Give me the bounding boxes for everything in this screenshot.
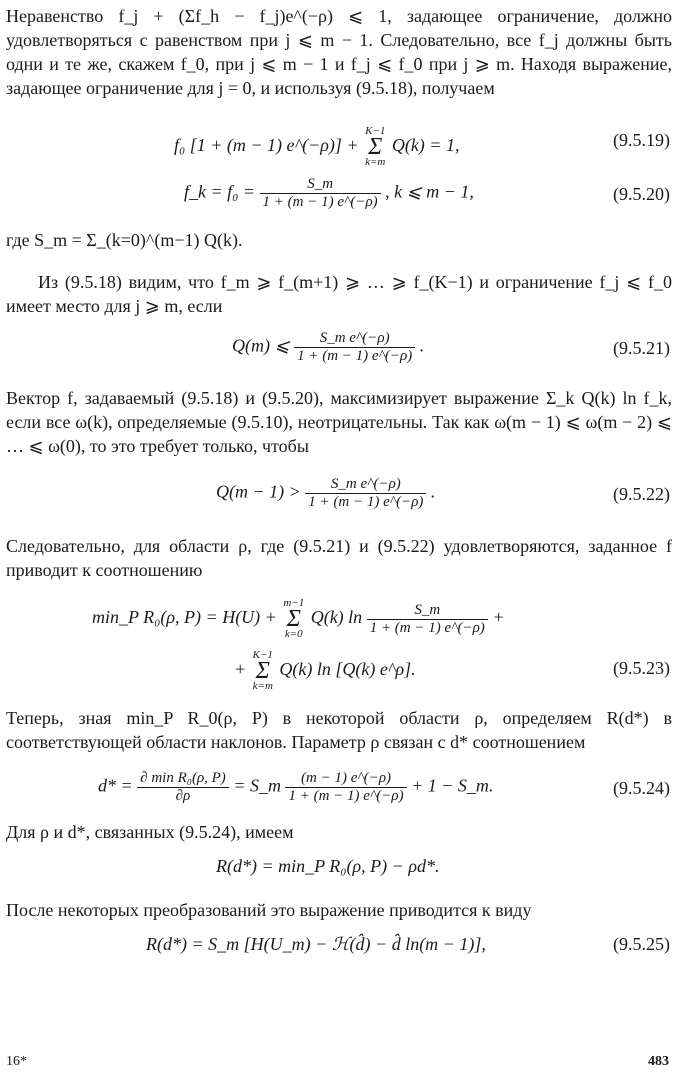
paragraph-8: После некоторых преобразований это выражение приводится к виду: [6, 900, 532, 920]
equation-9-5-23-line-2: + K−1 Σ k=m Q(k) ln [Q(k) e^ρ]. (9.5.23): [234, 649, 670, 692]
eq23-number: (9.5.23): [613, 658, 670, 678]
eq20-number: (9.5.20): [613, 184, 670, 204]
page-number: 483: [648, 1054, 669, 1069]
eq19-rhs: Q(k) = 1,: [391, 135, 460, 156]
paragraph-3: Из (9.5.18) видим, что f_m ⩾ f_(m+1) ⩾ … ⩾ f_(K−1) и ограничение f_j ⩽ f_0 имеет место для j ⩾ m, если: [6, 272, 672, 316]
eq24-number: (9.5.24): [613, 778, 670, 798]
equation-9-5-21: Q(m) ⩽ $\frac{\text{S\_m e\textasciicircum{}(−ρ)}}{1 + (m - 1) e\^{}(-\rho)}$ . (9.5.21): [232, 330, 670, 364]
paragraph-4: Вектор f, задаваемый (9.5.18) и (9.5.20), максимизирует выражение Σ_k Q(k) ln f_k, если все ω(k), определяемые (9.5.10), неотрицательны. Так как ω(m − 1) ⩽ ω(m − 2) ⩽ … ⩽ ω(0), то это требует только, чтобы: [6, 388, 672, 456]
equation-9-5-19: [6, 120, 672, 168]
eq25-number: (9.5.25): [613, 934, 670, 954]
paragraph-7: Для ρ и d*, связанных (9.5.24), имеем: [6, 822, 294, 842]
paragraph-2: где S_m = Σ_(k=0)^(m−1) Q(k).: [6, 230, 243, 250]
equation-r-d: R(d*) = min_P R₀(ρ, P) − ρd*.: [216, 856, 440, 876]
equation-9-5-22: Q(m − 1) > $\frac{\text{S\_m e\textasciicircum{}(−ρ)}}{1 + (m - 1) e\^{}(-\rho)}$ . (9.5.22): [216, 476, 670, 510]
eq22-number: (9.5.22): [613, 484, 670, 504]
equation-9-5-25: R(d*) = S_m [H(U_m) − ℋ(d̂) − d̂ ln(m − 1)], (9.5.25): [146, 934, 670, 954]
eq19-sum: K−1 Σ k=m: [365, 125, 386, 168]
equation-9-5-24: d* = $\frac{\text{∂ min R₀(ρ, P)}}{\partial\rho}$ = S_m $\frac{(m - 1) e\^{}(-\rho)}{1 + (m - 1) e\^{}(-\rho)}$ + 1 − S_m. (9.5.24): [98, 770, 670, 804]
eq20-fraction: $\frac{S\_m}{1 + (m - 1) e\^{}(-\rho)}$: [260, 176, 381, 211]
eq21-fraction: $\frac{\text{S\_m e\textasciicircum{}(−ρ)}}{1 + (m - 1) e\^{}(-\rho)}$: [294, 330, 415, 365]
equation-9-5-23-line-1: min_P R₀(ρ, P) = H(U) + m−1 Σ k=0 Q(k) ln $\frac{S\_m}{1 + (m - 1) e\^{}(-\rho)}$ +: [92, 597, 505, 640]
page-body: [6, 4, 672, 962]
eq21-number: (9.5.21): [613, 338, 670, 358]
eq19-number: (9.5.19): [613, 130, 670, 150]
paragraph-6: Теперь, зная min_P R_0(ρ, P) в некоторой области ρ, определяем R(d*) в соответствующей области наклонов. Параметр ρ связан с d* соотношением: [6, 708, 672, 752]
paragraph-1: Неравенство f_j + (Σf_h − f_j)e^(−ρ) ⩽ 1, задающее ограничение, должно удовлетворяться с равенством при j ⩽ m − 1. Следовательно, все f_j должны быть одни и те же, скажем f_0, при j ⩽ m − 1 и f_j ⩽ f_0 при j ⩾ m. Находя выражение, задающее ограничение для j = 0, и используя (9.5.18), получаем: [6, 6, 672, 98]
paragraph-5: Следовательно, для области ρ, где (9.5.21) и (9.5.22) удовлетворяются, заданное f приводит к соотношению: [6, 536, 672, 580]
eq19-lhs: f₀ [1 + (m − 1) e^(−ρ)] +: [174, 135, 359, 156]
eq22-fraction: $\frac{\text{S\_m e\textasciicircum{}(−ρ)}}{1 + (m - 1) e\^{}(-\rho)}$: [305, 476, 426, 511]
equation-9-5-20: f_k = f₀ = $\frac{S\_m}{1 + (m - 1) e\^{}(-\rho)}$ , k ⩽ m − 1, (9.5.20): [184, 176, 670, 210]
signature-mark: 16*: [6, 1054, 27, 1069]
